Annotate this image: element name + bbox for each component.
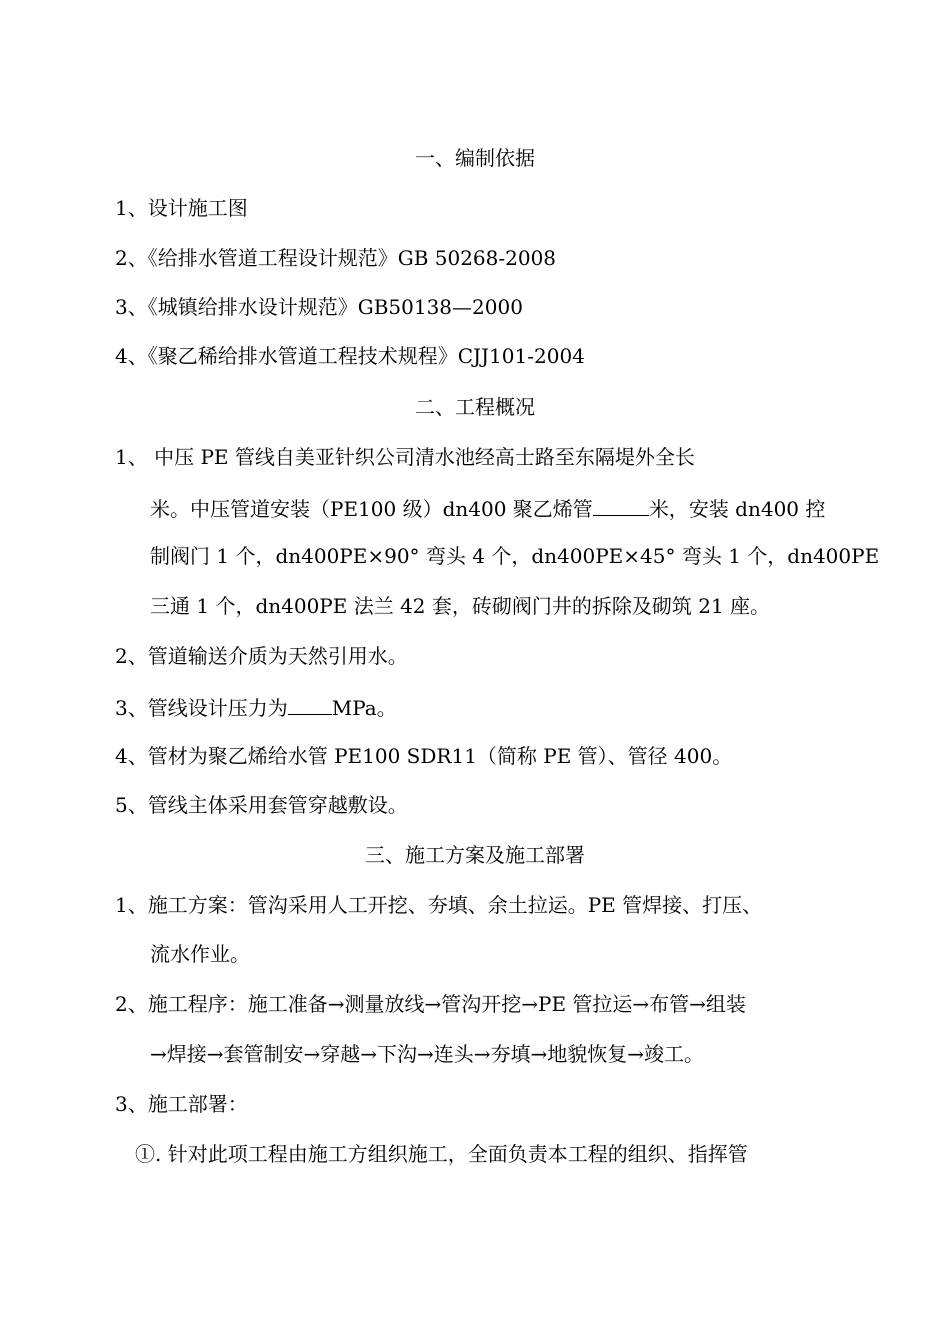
section3-heading: 三、施工方案及施工部署	[365, 843, 585, 867]
section3-sub1: ①. 针对此项工程由施工方组织施工，全面负责本工程的组织、指挥管	[135, 1142, 748, 1166]
section2-item5: 5、管线主体采用套管穿越敷设。	[115, 793, 408, 817]
section3-item1-line2: 流水作业。	[150, 942, 250, 966]
section1-item-1: 1、设计施工图	[115, 196, 248, 220]
section2-item1-line2b: 米，安装 dn400 控	[648, 497, 826, 521]
section2-item3a: 3、管线设计压力为	[115, 696, 288, 720]
section2-item1-line1: 1、 中压 PE 管线自美亚针织公司清水池经高士路至东隔堤外全长	[115, 445, 695, 469]
section2-item1-line2	[150, 495, 825, 521]
section1-item-2: 2、《给排水管道工程设计规范》GB 50268-2008	[115, 246, 557, 270]
section3-item1-line1: 1、施工方案：管沟采用人工开挖、夯填、余土拉运。PE 管焊接、打压、	[115, 893, 763, 917]
section3-item2-line1: 2、施工程序：施工准备→测量放线→管沟开挖→PE 管拉运→布管→组装	[115, 992, 746, 1016]
section2-item4: 4、管材为聚乙烯给水管 PE100 SDR11（简称 PE 管）、管径 400。	[115, 744, 733, 768]
section1-item-4: 4、《聚乙稀给排水管道工程技术规程》CJJ101-2004	[115, 344, 585, 368]
section1-item-3: 3、《城镇给排水设计规范》GB50138—2000	[115, 295, 523, 319]
quantity-blank	[593, 495, 649, 516]
section2-heading: 二、工程概况	[415, 395, 535, 419]
section2-item1-line2a: 米。中压管道安装（PE100 级）dn400 聚乙烯管	[150, 497, 593, 521]
section2-item1-line4: 三通 1 个，dn400PE 法兰 42 套，砖砌阀门井的拆除及砌筑 21 座。	[150, 594, 771, 618]
section2-item3	[115, 694, 397, 720]
section1-heading: 一、编制依据	[415, 146, 535, 170]
pressure-blank	[288, 694, 332, 715]
section3-item2-line2: →焊接→套管制安→穿越→下沟→连头→夯填→地貌恢复→竣工。	[150, 1042, 705, 1066]
section3-item3: 3、施工部署：	[115, 1092, 248, 1116]
section2-item3b: MPa。	[331, 696, 397, 720]
section2-item1-line3: 制阀门 1 个，dn400PE×90° 弯头 4 个，dn400PE×45° 弯头 1 个，dn400PE	[150, 544, 880, 568]
section2-item2: 2、管道输送介质为天然引用水。	[115, 644, 408, 668]
